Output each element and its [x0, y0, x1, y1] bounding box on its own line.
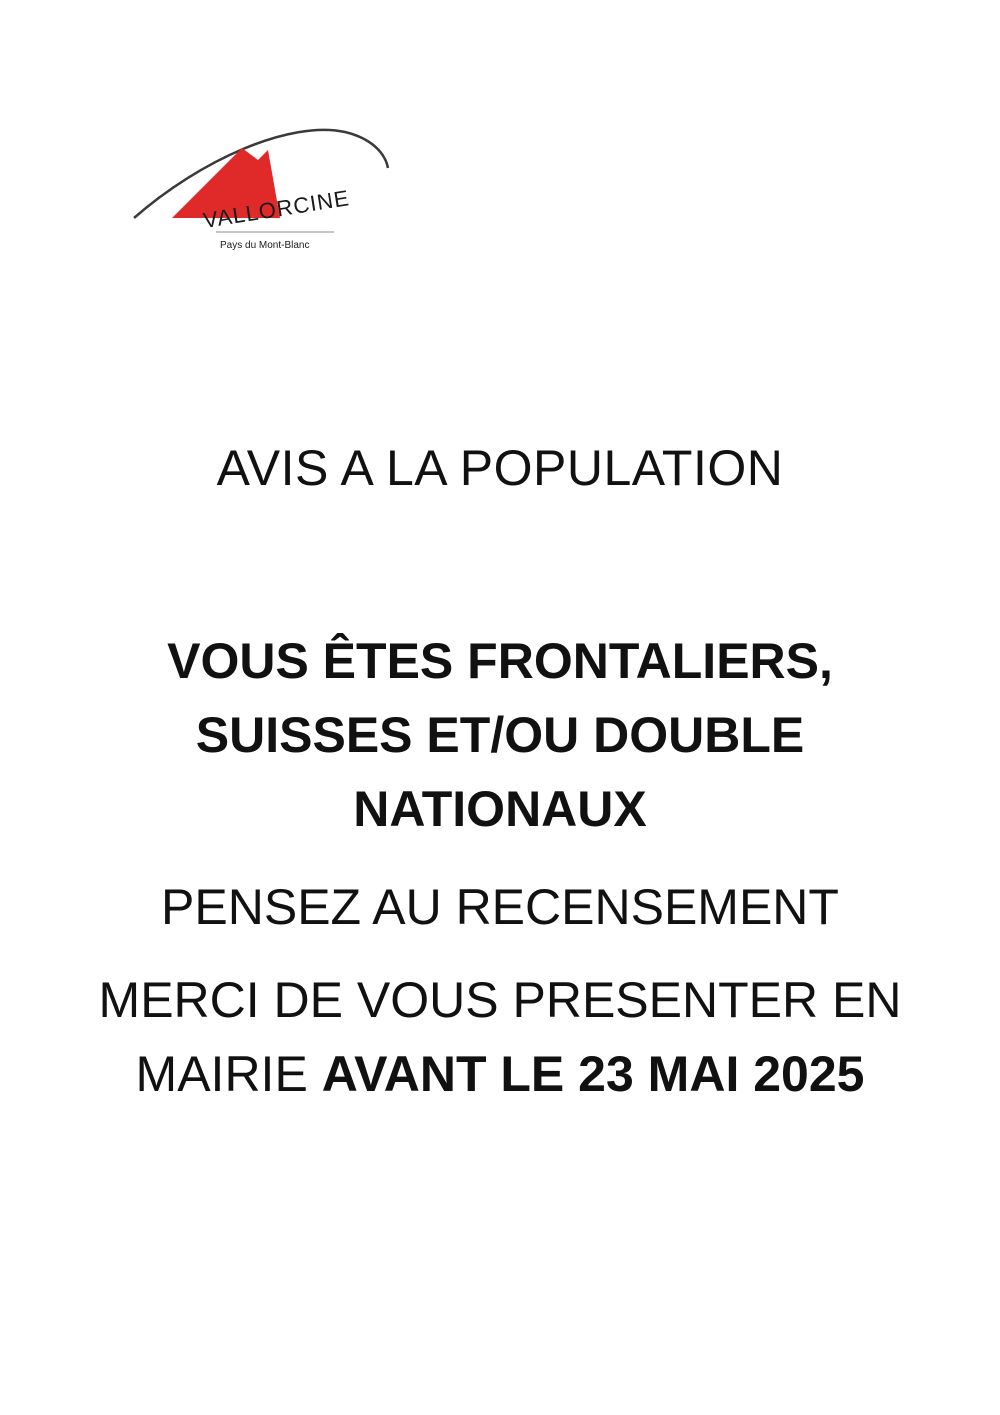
- notice-request: MERCI DE VOUS PRESENTER EN MAIRIE: [98, 972, 902, 1102]
- vallorcine-logo: [130, 120, 400, 260]
- notice-heading: AVIS A LA POPULATION: [216, 440, 784, 496]
- logo-tagline: Pays du Mont-Blanc: [220, 240, 310, 251]
- logo-wordmark: VALLORCINE: [201, 185, 352, 234]
- vallorcine-logo-graphic: [130, 120, 400, 260]
- notice-headline: VOUS ÊTES FRONTALIERS, SUISSES ET/OU DOUBLE NATIONAUX: [167, 633, 833, 837]
- notice-reminder: PENSEZ AU RECENSEMENT: [161, 879, 839, 935]
- notice-deadline: AVANT LE 23 MAI 2025: [321, 1046, 865, 1102]
- notice-request-paragraph: [60, 963, 940, 1111]
